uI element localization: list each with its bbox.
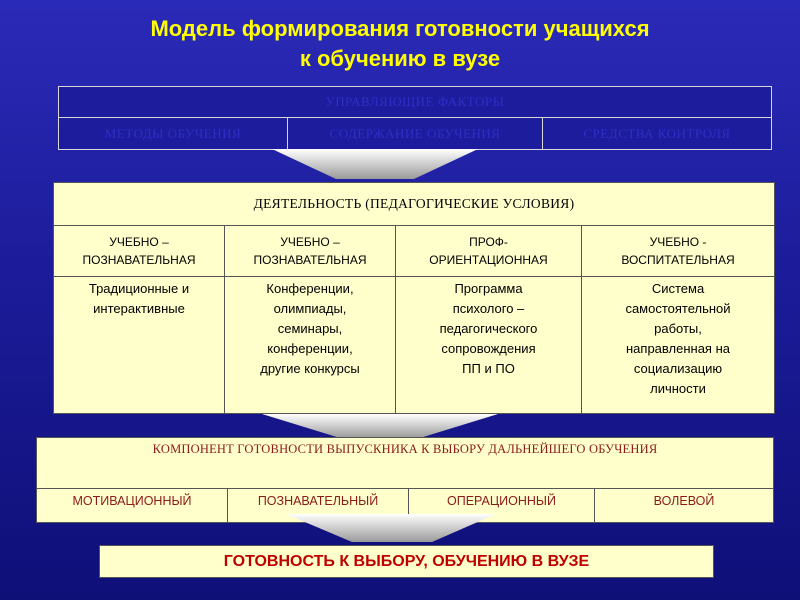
activity-col-3-line-5: ПП и ПО <box>462 361 515 376</box>
activity-col-3-line-2: психолого – <box>452 301 525 316</box>
factor-teaching-content: СОДЕРЖАНИЕ ОБУЧЕНИЯ <box>288 118 543 150</box>
managing-factors-table <box>58 86 772 150</box>
activity-col-4-head-line-1: УЧЕБНО - <box>649 235 707 249</box>
down-arrow-2 <box>262 414 498 438</box>
activity-col-3-line-1: Программа <box>454 281 523 296</box>
factor-control-means: СРЕДСТВА КОНТРОЛЯ <box>543 118 772 150</box>
activity-col-4-line-4: направленная на <box>626 341 730 356</box>
title-line-2: к обучению в вузе <box>299 46 501 71</box>
activity-col-2-head <box>225 226 396 277</box>
activity-col-2-line-3: семинары, <box>277 321 343 336</box>
result-box: ГОТОВНОСТЬ К ВЫБОРУ, ОБУЧЕНИЮ В ВУЗЕ <box>99 545 714 578</box>
activity-table <box>53 182 775 414</box>
component-operational: ОПЕРАЦИОННЫЙ <box>409 489 595 523</box>
activity-col-1-line-1: Традиционные и <box>88 281 190 296</box>
component-motivational: МОТИВАЦИОННЫЙ <box>37 489 228 523</box>
activity-col-2-body <box>225 277 396 414</box>
activity-col-4-line-5: социализацию <box>633 361 723 376</box>
activity-col-2-line-2: олимпиады, <box>273 301 347 316</box>
activity-col-3-line-3: педагогического <box>439 321 538 336</box>
title-line-1: Модель формирования готовности учащихся <box>150 16 650 41</box>
diagram-title <box>0 14 800 74</box>
component-cognitive: ПОЗНАВАТЕЛЬНЫЙ <box>228 489 409 523</box>
activity-col-2-line-4: конференции, <box>267 341 353 356</box>
activity-col-1-head-line-2: ПОЗНАВАТЕЛЬНАЯ <box>82 253 196 267</box>
activity-col-3-body <box>396 277 582 414</box>
managing-factors-header: УПРАВЛЯЮЩИЕ ФАКТОРЫ <box>59 87 772 118</box>
activity-col-4-head-line-2: ВОСПИТАТЕЛЬНАЯ <box>621 253 735 267</box>
down-arrow-1 <box>272 149 478 179</box>
activity-col-4-body <box>582 277 775 414</box>
activity-header: ДЕЯТЕЛЬНОСТЬ (ПЕДАГОГИЧЕСКИЕ УСЛОВИЯ) <box>54 183 775 226</box>
activity-col-4-line-2: самостоятельной <box>625 301 731 316</box>
activity-col-4-line-1: Система <box>651 281 705 296</box>
activity-col-1-body <box>54 277 225 414</box>
component-volitional: ВОЛЕВОЙ <box>595 489 774 523</box>
activity-col-1-head <box>54 226 225 277</box>
activity-col-1-line-2: интерактивные <box>93 301 185 316</box>
activity-col-3-head <box>396 226 582 277</box>
activity-col-4-head <box>582 226 775 277</box>
activity-col-3-head-line-1: ПРОФ- <box>469 235 508 249</box>
activity-col-4-line-6: личности <box>650 381 706 396</box>
activity-col-3-line-4: сопровождения <box>441 341 536 356</box>
down-arrow-3 <box>286 514 496 542</box>
activity-col-4-line-3: работы, <box>654 321 702 336</box>
component-header: КОМПОНЕНТ ГОТОВНОСТИ ВЫПУСКНИКА К ВЫБОРУ ДАЛЬНЕЙШЕГО ОБУЧЕНИЯ <box>37 438 774 489</box>
component-table <box>36 437 774 523</box>
factor-teaching-methods: МЕТОДЫ ОБУЧЕНИЯ <box>59 118 288 150</box>
activity-col-2-line-1: Конференции, <box>266 281 354 296</box>
activity-col-3-head-line-2: ОРИЕНТАЦИОННАЯ <box>429 253 548 267</box>
activity-col-1-head-line-1: УЧЕБНО – <box>109 235 169 249</box>
activity-col-2-head-line-2: ПОЗНАВАТЕЛЬНАЯ <box>253 253 367 267</box>
activity-col-2-line-5: другие конкурсы <box>260 361 360 376</box>
activity-col-2-head-line-1: УЧЕБНО – <box>280 235 340 249</box>
